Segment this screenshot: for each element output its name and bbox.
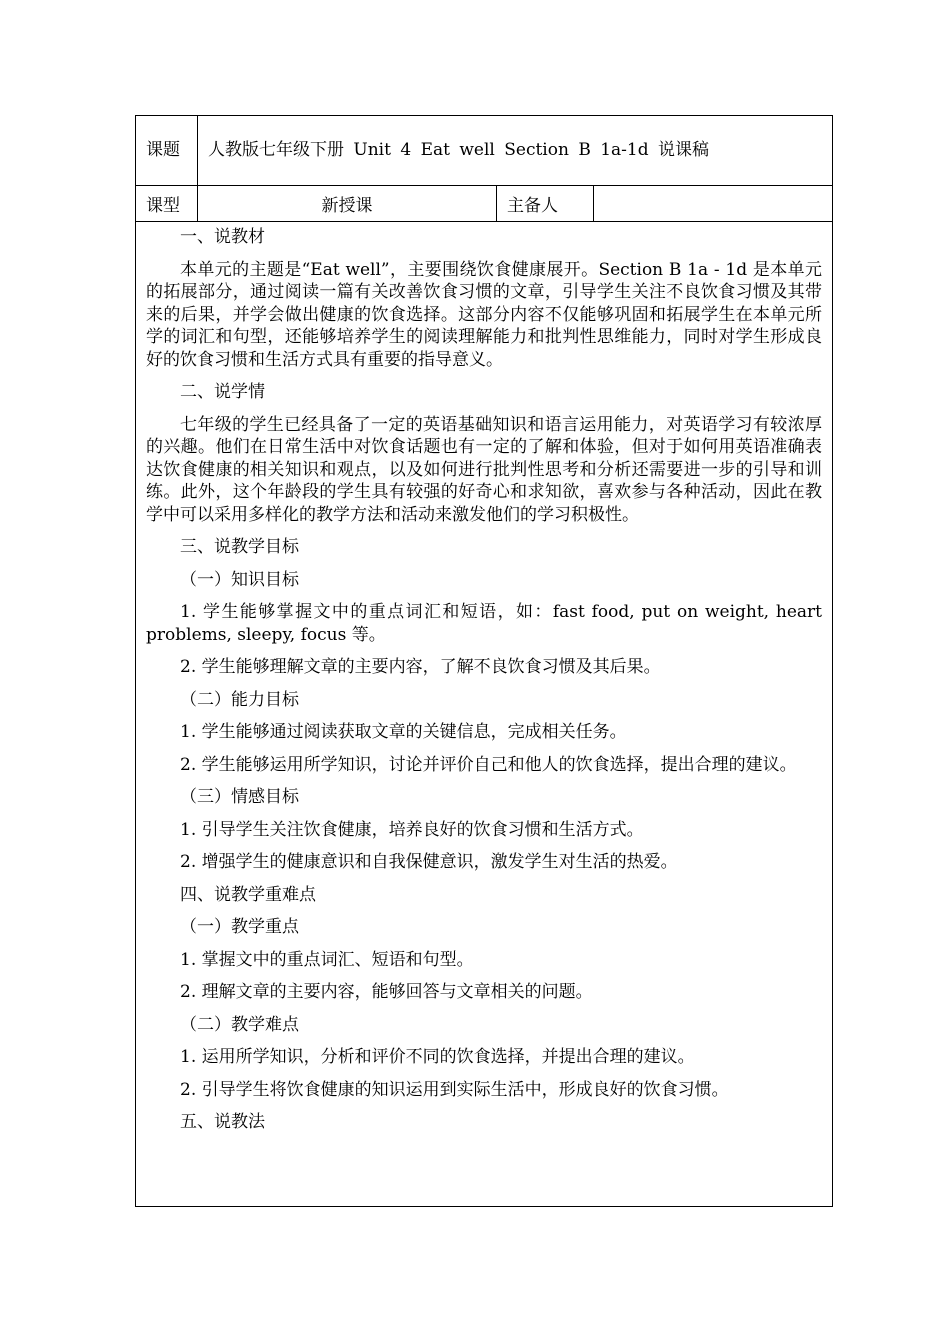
preparer-value [594, 186, 832, 221]
list-item: 1. 引导学生关注饮食健康，培养良好的饮食习惯和生活方式。 [180, 819, 644, 840]
section-heading: 三、说教学目标 [180, 537, 299, 557]
section-heading: 二、说学情 [180, 382, 265, 402]
lesson-content [136, 226, 832, 1144]
section-heading: 五、说教法 [180, 1112, 265, 1132]
preparer-label: 主备人 [497, 186, 594, 221]
list-item: 1. 学生能够掌握文中的重点词汇和短语，如：fast food, put on weight, heart problems, sleepy, focus 等。 [146, 602, 822, 645]
list-item: 2. 学生能够运用所学知识，讨论并评价自己和他人的饮食选择，提出合理的建议。 [180, 754, 797, 775]
list-item: 2. 理解文章的主要内容，能够回答与文章相关的问题。 [180, 982, 593, 1002]
list-item: 1. 掌握文中的重点词汇、短语和句型。 [180, 949, 474, 970]
list-item: 1. 学生能够通过阅读获取文章的关键信息，完成相关任务。 [180, 722, 627, 742]
topic-row [136, 116, 832, 186]
section-heading: 四、说教学重难点 [180, 884, 316, 905]
subsection-heading: （一）教学重点 [180, 917, 299, 937]
list-item: 2. 学生能够理解文章的主要内容，了解不良饮食习惯及其后果。 [180, 657, 661, 677]
paragraph: 本单元的主题是“Eat well”，主要围绕饮食健康展开。Section B 1a - 1d 是本单元的拓展部分，通过阅读一篇有关改善饮食习惯的文章，引导学生关注不良饮食习惯及其带来的后果，并学会做出健康的饮食选择。这部分内容不仅能够巩固和拓展学生在本单元所学的词汇和句型，还能够培养学生的阅读理解能力和批判性思维能力，同时对学生形成良好的饮食习惯和生活方式具有重要的指导意义。 [146, 259, 822, 370]
topic-label: 课题 [136, 116, 198, 185]
subsection-heading: （二）教学难点 [180, 1014, 299, 1035]
topic-value: 人教版七年级下册 Unit 4 Eat well Section B 1a-1d 说课稿 [208, 140, 710, 160]
subsection-heading: （二）能力目标 [180, 689, 299, 710]
subsection-heading: （一）知识目标 [180, 569, 299, 590]
subsection-heading: （三）情感目标 [180, 787, 299, 807]
type-value: 新授课 [198, 186, 497, 221]
lesson-plan-table [135, 115, 833, 1207]
type-row [136, 186, 832, 222]
type-label: 课型 [136, 186, 198, 221]
list-item: 2. 增强学生的健康意识和自我保健意识，激发学生对生活的热爱。 [180, 852, 678, 872]
section-heading: 一、说教材 [180, 227, 265, 247]
list-item: 2. 引导学生将饮食健康的知识运用到实际生活中，形成良好的饮食习惯。 [180, 1079, 729, 1100]
paragraph: 七年级的学生已经具备了一定的英语基础知识和语言运用能力，对英语学习有较浓厚的兴趣。他们在日常生活中对饮食话题也有一定的了解和体验，但对于如何用英语准确表达饮食健康的相关知识和观点，以及如何进行批判性思考和分析还需要进一步的引导和训练。此外，这个年龄段的学生具有较强的好奇心和求知欲，喜欢参与各种活动，因此在教学中可以采用多样化的教学方法和活动来激发他们的学习积极性。 [146, 414, 822, 525]
list-item: 1. 运用所学知识，分析和评价不同的饮食选择，并提出合理的建议。 [180, 1047, 695, 1067]
